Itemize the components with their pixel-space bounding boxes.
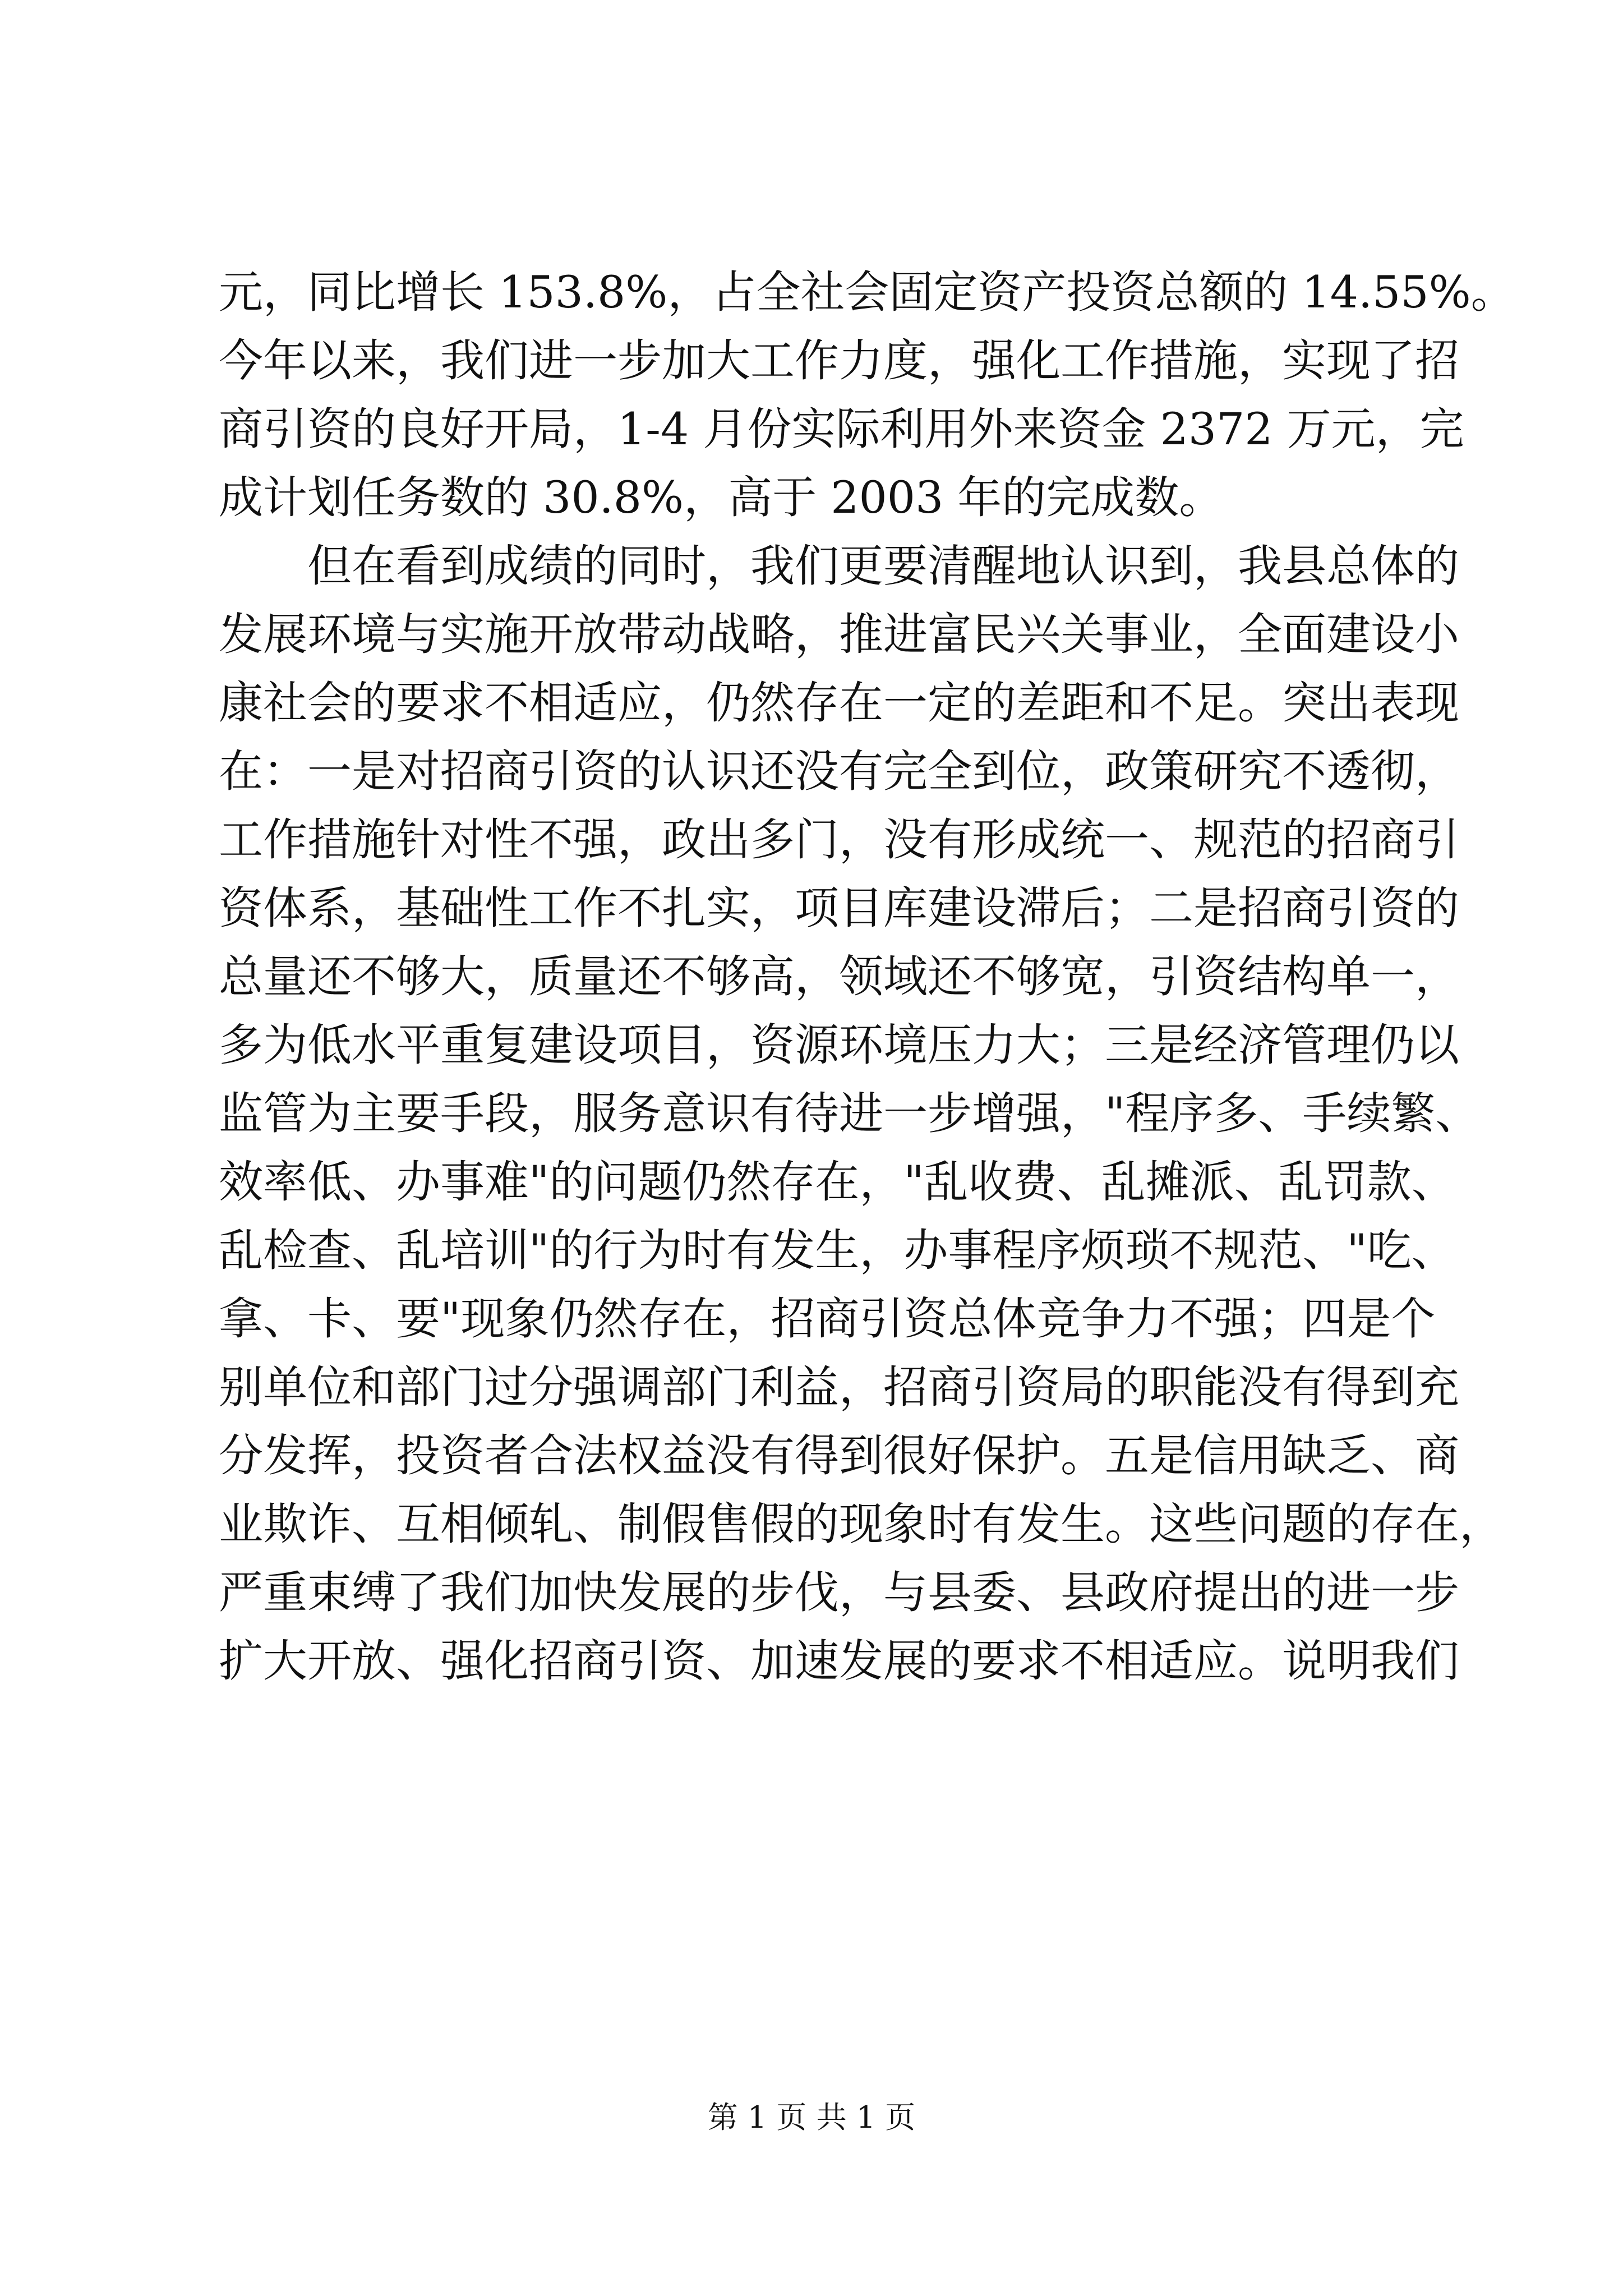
text-line: 康社会的要求不相适应，仍然存在一定的差距和不足。突出表现 — [219, 677, 1459, 729]
page-footer — [0, 2098, 1623, 2137]
body-text — [219, 258, 1515, 1695]
text-line: 成计划任务数的 30.8%，高于 2003 年的完成数。 — [219, 472, 1224, 523]
text-line: 元，同比增长 153.8%，占全社会固定资产投资总额的 14.55%。 — [219, 266, 1515, 318]
text-line: 扩大开放、强化招商引资、加速发展的要求不相适应。说明我们 — [219, 1635, 1459, 1687]
text-line: 今年以来，我们进一步加大工作力度，强化工作措施，实现了招 — [219, 335, 1459, 386]
text-line: 拿、卡、要"现象仍然存在，招商引资总体竞争力不强；四是个 — [219, 1293, 1436, 1345]
text-line: 效率低、办事难"的问题仍然存在，"乱收费、乱摊派、乱罚款、 — [219, 1156, 1456, 1208]
text-line: 业欺诈、互相倾轧、制假售假的现象时有发生。这些问题的存在， — [219, 1498, 1504, 1550]
text-line: 商引资的良好开局，1-4 月份实际利用外来资金 2372 万元，完 — [219, 403, 1464, 455]
text-line: 乱检查、乱培训"的行为时有发生，办事程序烦琐不规范、"吃、 — [219, 1225, 1456, 1276]
text-line: 严重束缚了我们加快发展的步伐，与县委、县政府提出的进一步 — [219, 1567, 1459, 1618]
text-line: 监管为主要手段，服务意识有待进一步增强，"程序多、手续繁、 — [219, 1088, 1480, 1139]
text-line: 别单位和部门过分强调部门利益，招商引资局的职能没有得到充 — [219, 1361, 1459, 1413]
text-line: 多为低水平重复建设项目，资源环境压力大；三是经济管理仍以 — [219, 1019, 1459, 1071]
text-line: 工作措施针对性不强，政出多门，没有形成统一、规范的招商引 — [219, 814, 1459, 866]
text-line: 但在看到成绩的同时，我们更要清醒地认识到，我县总体的 — [219, 540, 1459, 592]
text-line: 总量还不够大，质量还不够高，领域还不够宽，引资结构单一， — [219, 951, 1459, 1002]
text-line: 分发挥，投资者合法权益没有得到很好保护。五是信用缺乏、商 — [219, 1430, 1459, 1481]
text-line: 在：一是对招商引资的认识还没有完全到位，政策研究不透彻， — [219, 746, 1459, 797]
text-line: 资体系，基础性工作不扎实，项目库建设滞后；二是招商引资的 — [219, 882, 1459, 934]
page-number: 第 1 页 共 1 页 — [707, 2100, 916, 2135]
text-line: 发展环境与实施开放带动战略，推进富民兴关事业，全面建设小 — [219, 609, 1459, 660]
